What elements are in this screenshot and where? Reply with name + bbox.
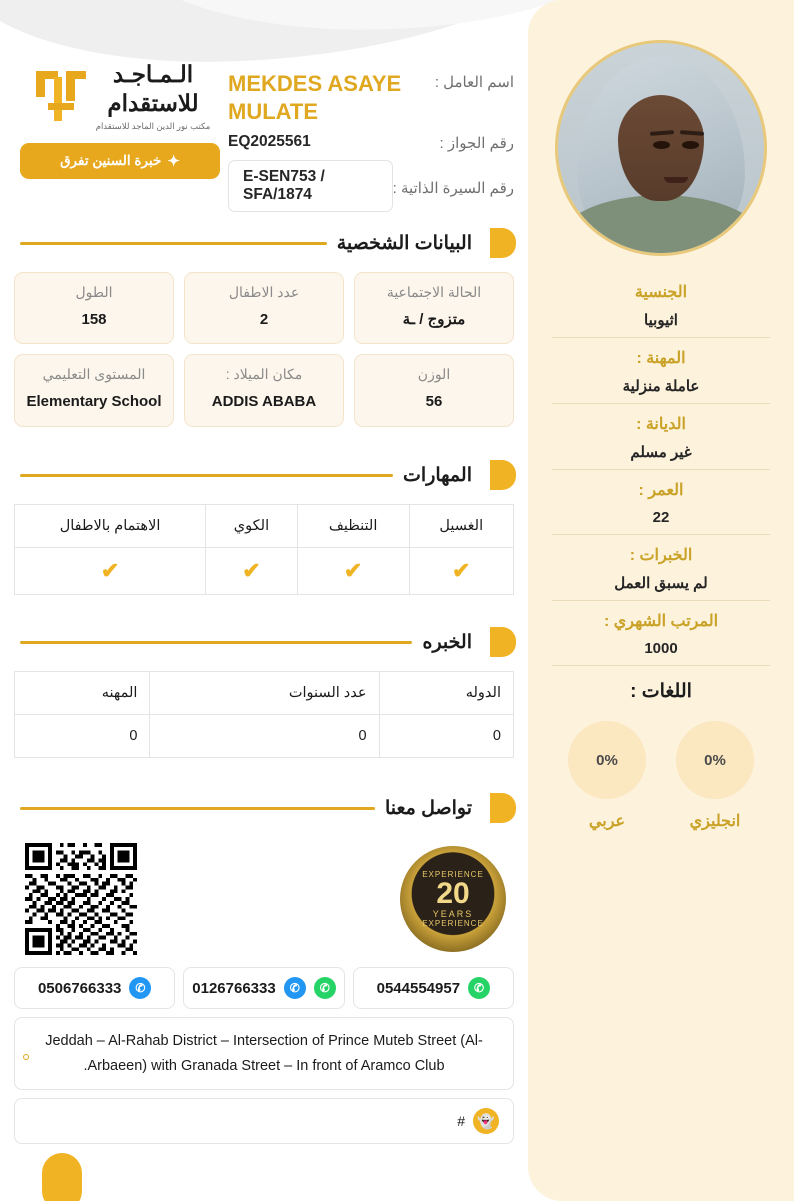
seal-number: 20 (436, 877, 470, 910)
location-dot-icon (23, 1054, 29, 1060)
sidebar-field-value: 22 (652, 509, 670, 526)
logo-name-line1: الـمـاجـد (112, 61, 194, 87)
star-icon: ✦ (167, 153, 180, 171)
field-worker-name (228, 70, 514, 125)
table-row (15, 672, 514, 715)
sidebar (528, 0, 794, 1201)
section-title: الخبره (422, 631, 472, 653)
section-tab-icon (490, 627, 516, 657)
logo-mark-icon (30, 67, 92, 125)
seal-ring (400, 846, 506, 952)
cell-value: 158 (81, 311, 107, 328)
cell-birthplace (184, 354, 344, 426)
cell-value: ADDIS ABABA (211, 393, 317, 411)
logo-glyph-icon (30, 67, 92, 125)
check-icon: ✔ (242, 558, 261, 583)
languages-title: اللغات : (630, 681, 692, 702)
field-label: اسم العامل : (434, 74, 514, 91)
section-personal-data (14, 228, 514, 427)
seal-top-text: EXPERIENCE (422, 870, 484, 879)
social-handle: # (457, 1113, 465, 1130)
sidebar-field-experience (548, 535, 774, 600)
table-row (15, 548, 514, 595)
eye-left (653, 141, 670, 149)
section-skills (14, 460, 514, 595)
decorative-bottom-pill (42, 1153, 82, 1201)
seal-bottom-text: EXPERIENCE (422, 919, 484, 928)
table-cell: 0 (150, 715, 379, 758)
table-row (15, 505, 514, 548)
phone-number: 0126766333 (192, 979, 276, 997)
logo-tagline: مكتب نور الدين الماجد للاستقدام (95, 120, 211, 131)
cell-value: 56 (425, 393, 443, 411)
language-percent: 0% (676, 721, 754, 799)
sidebar-field-value: اثيوبيا (644, 312, 678, 329)
phone-number: 0506766333 (37, 979, 122, 997)
cell-label: عدد الاطفال (228, 284, 300, 300)
sidebar-field-value: غير مسلم (630, 444, 692, 461)
cell-label: مكان الميلاد : (225, 366, 303, 383)
table-row (15, 715, 514, 758)
phone-chip-landline[interactable] (183, 967, 344, 1009)
section-title: المهارات (403, 464, 472, 486)
logo-row (20, 60, 220, 131)
column-header: عدد السنوات (150, 672, 379, 715)
column-header: الدوله (379, 672, 513, 715)
field-value: EQ2025561 (228, 132, 311, 150)
sidebar-field-label: المرتب الشهري : (603, 613, 719, 630)
cell-value: 2 (259, 311, 269, 328)
section-rule (20, 474, 393, 477)
experience-seal (400, 846, 506, 952)
section-contact (14, 793, 514, 1144)
cell-value: متزوج / ـة (402, 311, 466, 328)
language-item-english (676, 721, 754, 831)
sidebar-field-value: عاملة منزلية (622, 378, 700, 395)
sidebar-field-religion (548, 404, 774, 469)
social-footer[interactable] (14, 1098, 514, 1144)
applicant-photo (558, 43, 764, 253)
cell-label: الوزن (417, 366, 451, 383)
table-cell: 0 (379, 715, 513, 758)
sidebar-field-label: الديانة : (636, 416, 686, 433)
whatsapp-icon[interactable]: ✆ (314, 977, 336, 999)
section-header (20, 228, 508, 258)
cell-height (14, 272, 174, 344)
sidebar-field-value: 1000 (644, 640, 678, 657)
address-text: Jeddah – Al-Rahab District – Intersection of Prince Muteb Street (Al-Arbaeen) with Granada Street – In front of Aramco Club. (45, 1033, 483, 1074)
phone-chip-whatsapp-1[interactable] (353, 967, 514, 1009)
language-percent: 0% (568, 721, 646, 799)
section-tab-icon (490, 228, 516, 258)
section-title: البيانات الشخصية (336, 232, 472, 254)
avatar (555, 40, 767, 256)
cell-value: Elementary School (26, 393, 162, 411)
cell-children-count (184, 272, 344, 344)
company-logo (20, 60, 220, 179)
column-header: التنظيف (297, 505, 409, 548)
column-header: الغسيل (409, 505, 514, 548)
cell-education (14, 354, 174, 426)
section-title: تواصل معنا (384, 797, 472, 819)
sidebar-field-label: الجنسية (634, 284, 688, 301)
field-label: رقم الجواز : (439, 135, 514, 152)
column-header: المهنه (15, 672, 150, 715)
field-cv-number (228, 160, 514, 212)
table-cell: 0 (15, 715, 150, 758)
snapchat-icon[interactable]: 👻 (473, 1108, 499, 1134)
qr-code-svg (22, 843, 140, 955)
qr-code-icon[interactable] (22, 843, 140, 955)
section-rule (20, 807, 375, 810)
sidebar-field-label: العمر : (638, 482, 684, 499)
skills-table (14, 504, 514, 595)
column-header: الكوي (206, 505, 298, 548)
experience-badge-text: خبرة السنين تفرق (60, 153, 162, 169)
section-rule (20, 641, 412, 644)
sidebar-field-salary (548, 601, 774, 665)
section-tab-icon (490, 793, 516, 823)
cell-marital-status (354, 272, 514, 344)
cell-label: المستوى التعليمي (42, 366, 146, 383)
section-experience (14, 627, 514, 758)
language-item-arabic (568, 721, 646, 831)
logo-name-line2: للاستقدام (107, 89, 199, 116)
column-header: الاهتمام بالاطفال (15, 505, 206, 548)
office-address (14, 1017, 514, 1090)
section-header (20, 460, 508, 490)
sidebar-field-profession (548, 338, 774, 403)
check-icon: ✔ (343, 558, 363, 583)
divider (552, 665, 770, 666)
check-icon: ✔ (100, 558, 120, 583)
section-header (20, 793, 508, 823)
phone-chip-mobile[interactable] (14, 967, 175, 1009)
field-passport (228, 131, 514, 152)
languages-list (548, 721, 774, 831)
logo-text (96, 60, 211, 131)
phone-number: 0544554957 (376, 979, 461, 997)
phone-icon[interactable]: ✆ (284, 977, 306, 999)
section-header (20, 627, 508, 657)
sidebar-field-label: المهنة : (636, 350, 686, 367)
page-title: MEKDES ASAYE MULATE (228, 71, 402, 124)
section-tab-icon (490, 460, 516, 490)
whatsapp-icon[interactable]: ✆ (468, 977, 490, 999)
sidebar-field-nationality (548, 272, 774, 337)
phone-icon[interactable]: ✆ (129, 977, 151, 999)
language-name: انجليزي (689, 813, 741, 830)
experience-table (14, 671, 514, 758)
sidebar-field-value: لم يسبق العمل (614, 575, 708, 592)
eye-right (682, 141, 699, 149)
personal-grid (14, 272, 514, 427)
sidebar-field-label: الخبرات : (629, 547, 693, 564)
section-rule (20, 242, 327, 245)
cell-weight (354, 354, 514, 426)
phone-list (14, 967, 514, 1009)
seal-years-text: YEARS (432, 909, 474, 919)
field-value: E-SEN753 / SFA/1874 (228, 160, 393, 212)
language-name: عربي (588, 813, 626, 830)
check-icon: ✔ (452, 558, 471, 583)
cell-label: الطول (75, 284, 113, 300)
mouth (664, 177, 688, 183)
sidebar-field-age (548, 470, 774, 534)
cell-label: الحالة الاجتماعية (386, 284, 482, 300)
field-label: رقم السيرة الذاتية : (392, 179, 514, 197)
experience-badge (20, 143, 220, 179)
header-fields (228, 70, 514, 218)
